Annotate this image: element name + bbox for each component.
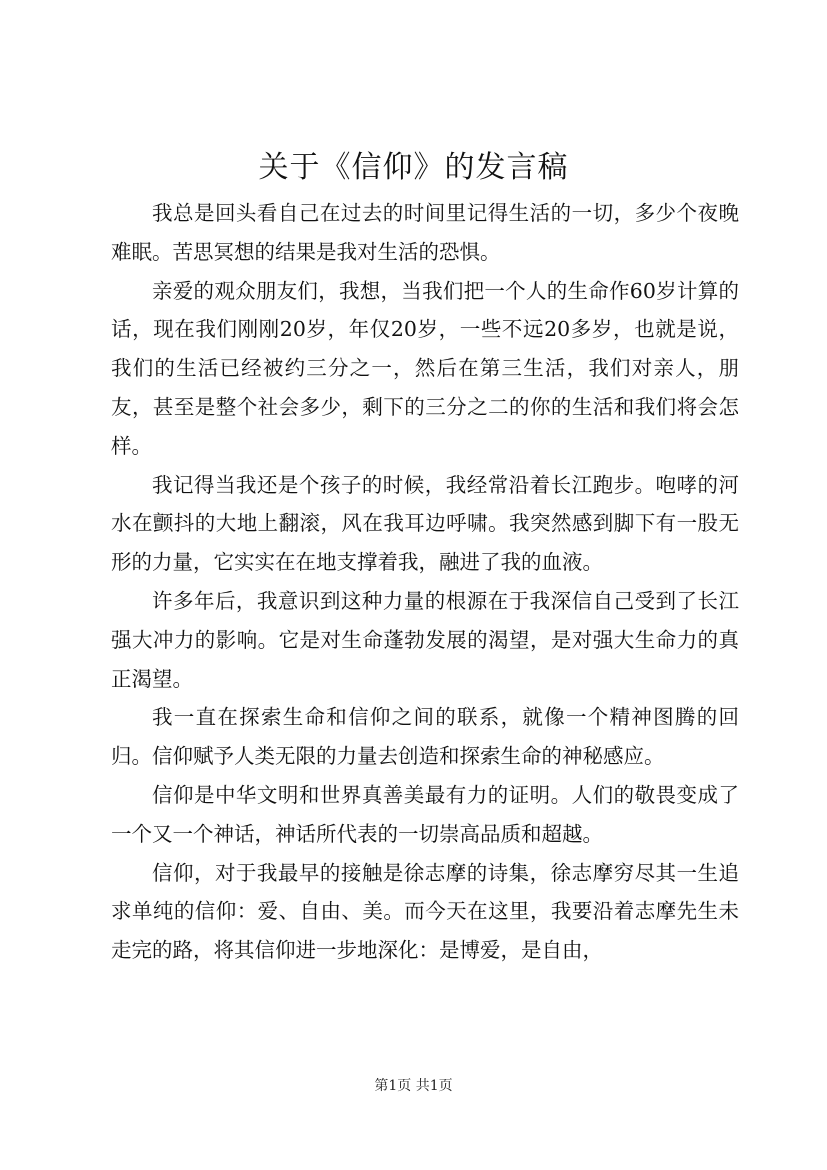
paragraph-6: 信仰是中华文明和世界真善美最有力的证明。人们的敬畏变成了一个又一个神话，神话所代表的一切崇高品质和超越。 [111, 782, 739, 846]
paragraph-4: 许多年后，我意识到这种力量的根源在于我深信自己受到了长江强大冲力的影响。它是对生命蓬勃发展的渴望，是对强大生命力的真正渴望。 [111, 588, 739, 691]
paragraph-7: 信仰，对于我最早的接触是徐志摩的诗集，徐志摩穷尽其一生追求单纯的信仰：爱、自由、美。而今天在这里，我要沿着志摩先生未走完的路，将其信仰进一步地深化：是博爱，是自由， [111, 860, 739, 963]
paragraph-5: 我一直在探索生命和信仰之间的联系，就像一个精神图腾的回归。信仰赋予人类无限的力量去创造和探索生命的神秘感应。 [111, 705, 739, 769]
paragraph-2: 亲爱的观众朋友们，我想，当我们把一个人的生命作60岁计算的话，现在我们刚刚20岁，年仅20岁，一些不远20多岁，也就是说，我们的生活已经被约三分之一，然后在第三生活，我们对亲人，朋友，甚至是整个社会多少，剩下的三分之二的你的生活和我们将会怎样。 [111, 278, 739, 458]
document-body [111, 194, 739, 970]
paragraph-3: 我记得当我还是个孩子的时候，我经常沿着长江跑步。咆哮的河水在颤抖的大地上翻滚，风在我耳边呼啸。我突然感到脚下有一股无形的力量，它实实在在地支撑着我，融进了我的血液。 [111, 472, 739, 575]
document-title: 关于《信仰》的发言稿 [258, 150, 569, 185]
paragraph-1: 我总是回头看自己在过去的时间里记得生活的一切，多少个夜晚难眠。苦思冥想的结果是我对生活的恐惧。 [111, 201, 739, 264]
page-footer: 第1页 共1页 [374, 1078, 453, 1094]
